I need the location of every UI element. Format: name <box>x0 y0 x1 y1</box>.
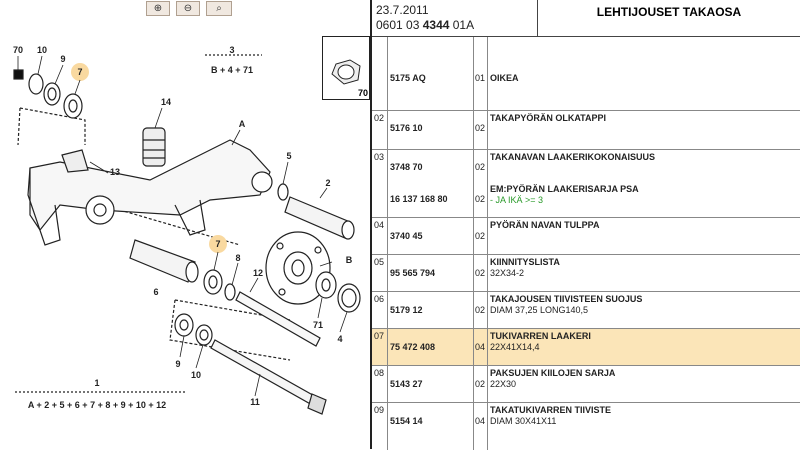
doc-date: 23.7.2011 <box>376 3 429 17</box>
part-qty: 04 <box>475 342 486 352</box>
callout-3-contents: B + 4 + 71 <box>210 65 254 75</box>
part-qty: 02 <box>475 379 486 389</box>
part-qty: 02 <box>475 123 486 133</box>
part-qty: 02 <box>475 162 486 172</box>
table-row[interactable] <box>372 403 800 450</box>
callout-9: 9 <box>60 54 66 64</box>
callout-14: 14 <box>160 97 172 107</box>
part-number: 3748 70 <box>390 162 423 172</box>
part-spec: DIAM 37,25 LONG140,5 <box>490 305 589 315</box>
zoom-out-button[interactable] <box>176 1 200 16</box>
part-qty: 01 <box>475 73 486 83</box>
part-description: OIKEA <box>490 73 519 83</box>
part-description: TAKANAVAN LAAKERIKOKONAISUUS <box>490 152 655 162</box>
callout-71: 71 <box>312 320 324 330</box>
callout-10: 10 <box>36 45 48 55</box>
part-description: TUKIVARREN LAAKERI <box>490 331 591 341</box>
part-qty: 02 <box>475 268 486 278</box>
part-description: TAKATUKIVARREN TIIVISTE <box>490 405 611 415</box>
diagram-toolbar <box>0 0 370 18</box>
magnifier-move-icon: ⌕ <box>216 3 222 14</box>
part-description: TAKAJOUSEN TIIVISTEEN SUOJUS <box>490 294 643 304</box>
table-row[interactable] <box>372 255 800 292</box>
part-number: 5143 27 <box>390 379 423 389</box>
callout-13: 13 <box>109 167 121 177</box>
part-number: 5154 14 <box>390 416 423 426</box>
alt-part-qty: 02 <box>475 194 486 204</box>
callout-11: 11 <box>250 397 260 407</box>
callout-6: 6 <box>153 287 159 297</box>
callout-7: 7 <box>77 67 83 77</box>
part-spec: 22X41X14,4 <box>490 342 540 352</box>
part-number: 75 472 408 <box>390 342 436 352</box>
parts-drawing <box>0 18 370 449</box>
part-description: PAKSUJEN KIILOJEN SARJA <box>490 368 616 378</box>
row-index: 02 <box>374 113 385 123</box>
table-row[interactable] <box>372 366 800 403</box>
alt-part-note: - JA IKÄ >= 3 <box>490 195 544 205</box>
row-index: 09 <box>374 405 385 415</box>
row-index: 07 <box>374 331 385 341</box>
part-qty: 02 <box>475 305 486 315</box>
alt-part-number: 16 137 168 80 <box>390 194 448 204</box>
page-title: LEHTIJOUSET TAKAOSA <box>537 0 800 36</box>
part-number: 5175 AQ <box>390 73 426 83</box>
part-description: KIINNITYSLISTA <box>490 257 560 267</box>
callout-A: A <box>238 119 246 129</box>
callout-5: 5 <box>286 151 292 161</box>
row-index: 08 <box>374 368 385 378</box>
row-index: 06 <box>374 294 385 304</box>
callout-1: 1 <box>94 378 100 388</box>
callout-2: 2 <box>325 178 331 188</box>
part-number: 95 565 794 <box>390 268 436 278</box>
zoom-in-button[interactable] <box>146 1 170 16</box>
callout-B: B <box>345 255 353 265</box>
part-spec: DIAM 30X41X11 <box>490 416 557 426</box>
part-qty: 04 <box>475 416 486 426</box>
part-thumbnail[interactable] <box>322 36 370 100</box>
row-index: 03 <box>374 152 385 162</box>
callout-7-b: 7 <box>215 239 221 249</box>
part-number: 3740 45 <box>390 231 423 241</box>
parts-table <box>372 36 800 450</box>
callout-8: 8 <box>235 253 241 263</box>
thumbnail-label: 70 <box>357 88 368 98</box>
table-row[interactable] <box>372 218 800 255</box>
callout-12: 12 <box>252 268 264 278</box>
exploded-parts-diagram[interactable] <box>0 18 370 449</box>
row-index: 05 <box>374 257 385 267</box>
callout-10-b: 10 <box>190 370 202 380</box>
zoom-out-icon: ⊖ <box>183 3 193 14</box>
parts-header <box>372 0 800 36</box>
alt-part-description: EM:PYÖRÄN LAAKERISARJA PSA <box>490 184 639 194</box>
part-spec: 22X30 <box>490 379 517 389</box>
part-spec: 32X34-2 <box>490 268 525 278</box>
pan-zoom-button[interactable] <box>206 1 232 16</box>
callout-4: 4 <box>337 334 343 344</box>
callout-3: 3 <box>229 45 235 55</box>
row-index: 04 <box>374 220 385 230</box>
part-number: 5179 12 <box>390 305 423 315</box>
callout-9-b: 9 <box>175 359 181 369</box>
table-row[interactable] <box>372 37 800 111</box>
callout-1-contents: A + 2 + 5 + 6 + 7 + 8 + 9 + 10 + 12 <box>27 400 167 410</box>
table-row[interactable] <box>372 111 800 150</box>
part-number: 5176 10 <box>390 123 423 133</box>
part-qty: 02 <box>475 231 486 241</box>
part-description: TAKAPYÖRÄN OLKATAPPI <box>490 113 606 123</box>
zoom-in-icon: ⊕ <box>153 3 163 14</box>
part-description: PYÖRÄN NAVAN TULPPA <box>490 220 600 230</box>
callout-70: 70 <box>12 45 24 55</box>
table-row-selected[interactable] <box>372 329 800 366</box>
table-row[interactable] <box>372 292 800 329</box>
doc-reference: 0601 03 4344 01A <box>376 18 475 32</box>
table-row[interactable] <box>372 150 800 218</box>
